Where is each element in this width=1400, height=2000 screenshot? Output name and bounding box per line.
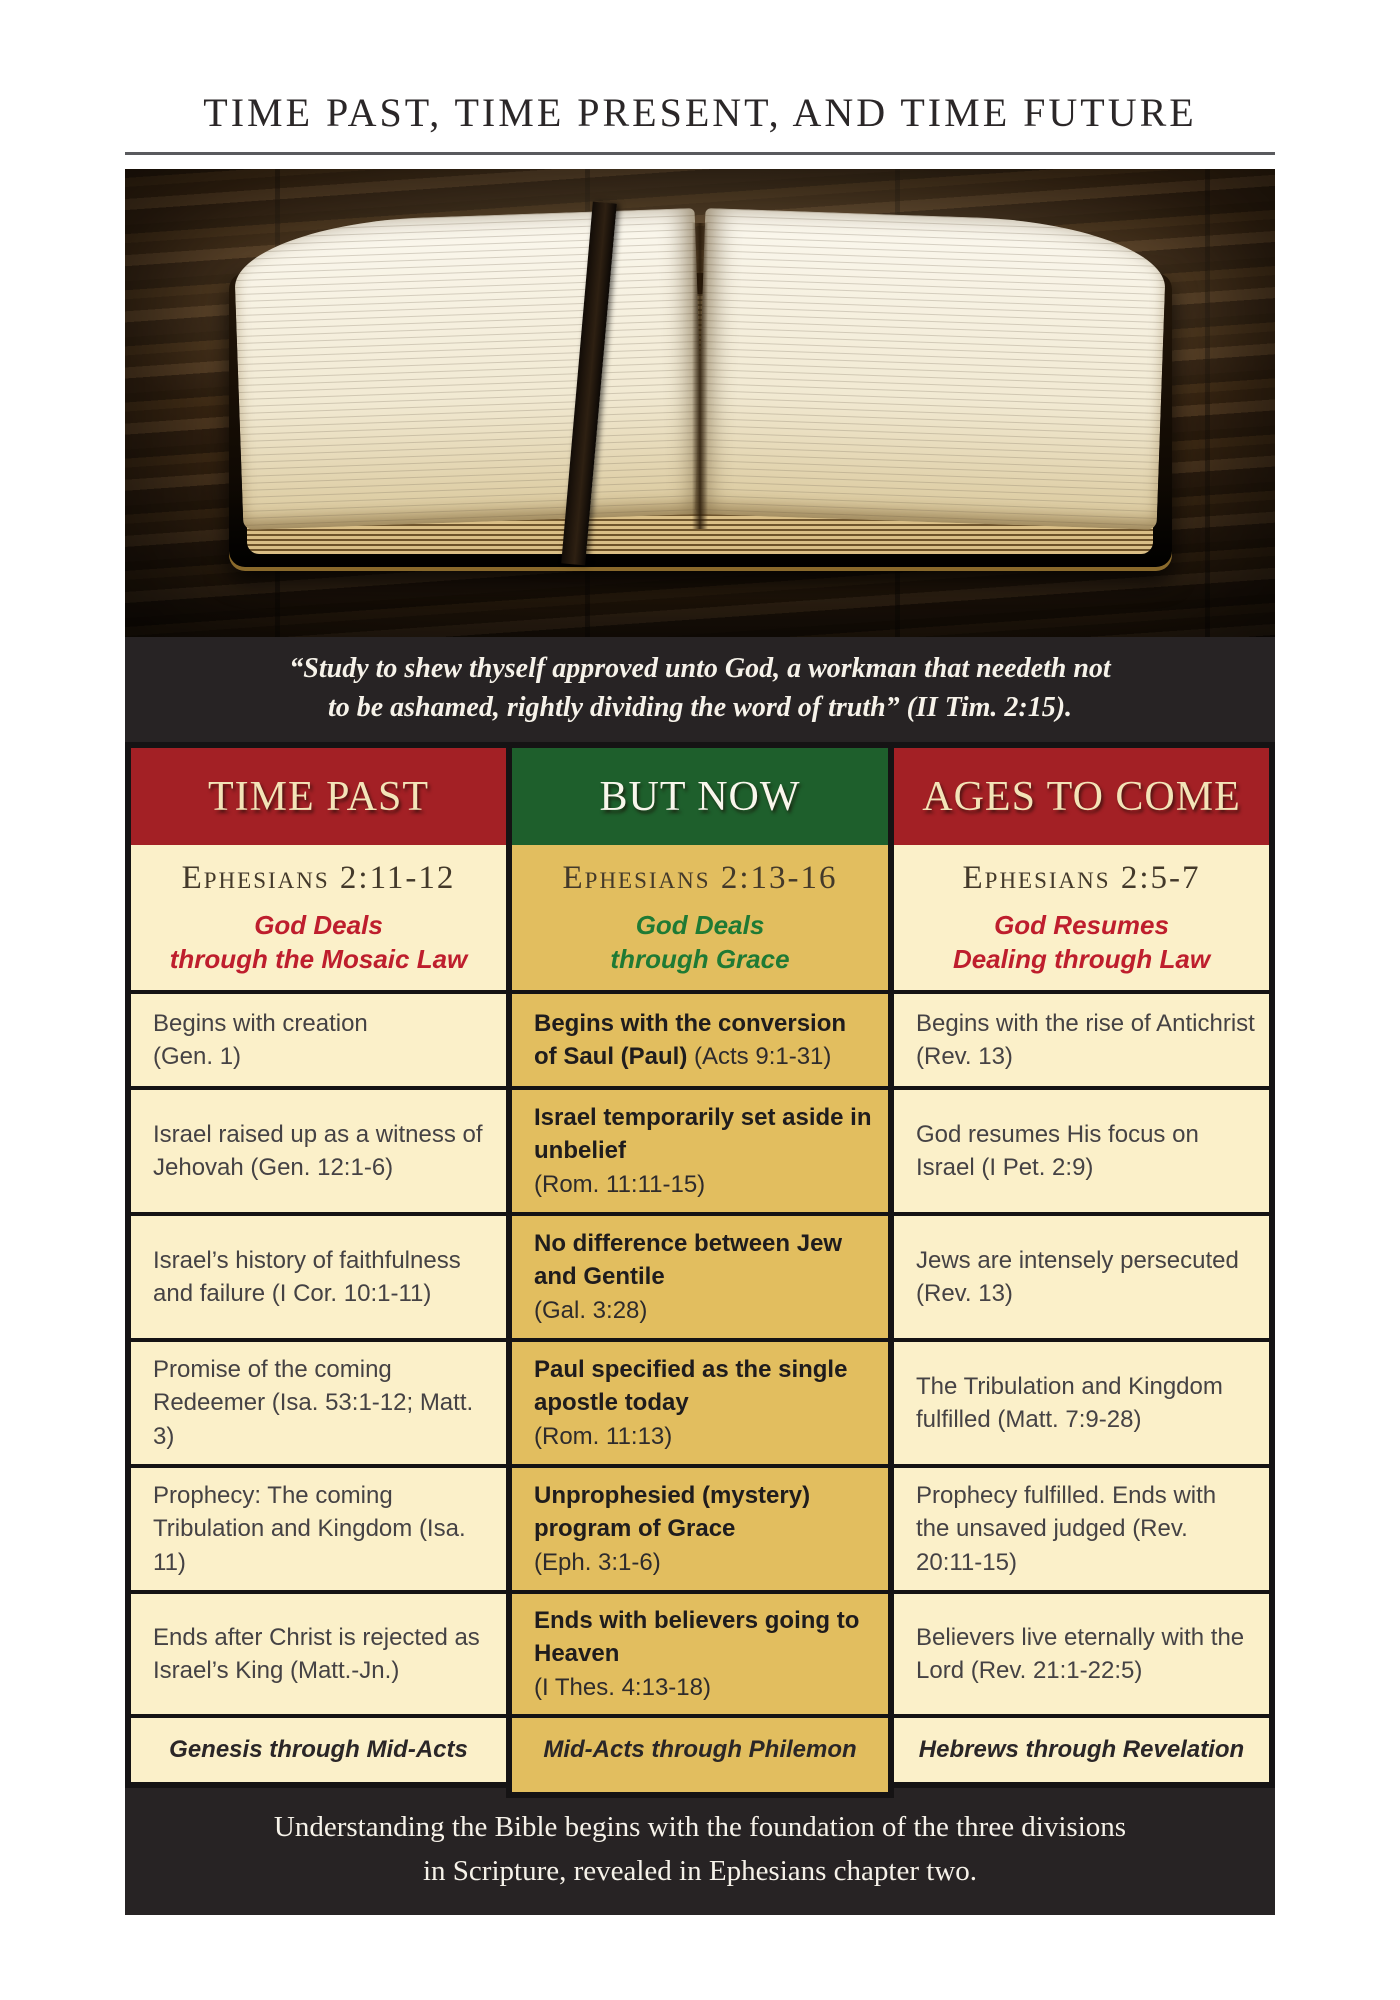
cell-reference: (I Pet. 2:9) (981, 1154, 1094, 1182)
cell-separator (964, 1657, 971, 1684)
column-span-label: Hebrews through Revelation (894, 1714, 1269, 1782)
theme-line-1: God Deals (254, 910, 383, 941)
quote-line-1: “Study to shew thyself approved unto God, a workman that needeth not (289, 653, 1111, 684)
table-cell (512, 1086, 888, 1212)
table-cell (512, 1338, 888, 1464)
cell-reference: (I Thes. 4:13-18) (534, 1674, 711, 1702)
summary-line-1: Understanding the Bible begins with the foundation of the three divisions (273, 1811, 1127, 1844)
cell-text: The Tribulation and Kingdom fulfilled (916, 1372, 1223, 1434)
cell-reference: (Isa. 11) (153, 1515, 466, 1577)
bible-right-page (695, 208, 1167, 530)
cell-text: Jews are intensely persecuted (916, 1246, 1239, 1274)
three-dispensations-table (125, 742, 1275, 1788)
column-theme (170, 909, 468, 977)
table-cell (894, 1086, 1269, 1212)
cell-reference: (Gen. 12:1-6) (250, 1154, 394, 1182)
column-subheader-but-now (512, 845, 888, 990)
cell-separator (283, 1657, 290, 1684)
scripture-reference: Ephesians 2:11-12 (181, 860, 456, 897)
cell-reference: (Rev. 21:1-22:5) (970, 1657, 1143, 1685)
cell-text: No difference between Jew and Gentile (534, 1229, 843, 1291)
table-cell (894, 990, 1269, 1086)
scripture-quote-band (125, 637, 1275, 742)
cell-text: Prophecy fulfilled. Ends with the unsaved judged (916, 1481, 1217, 1543)
table-cell (131, 990, 506, 1086)
table-cell (894, 1212, 1269, 1338)
tract-page (125, 0, 1275, 1915)
cell-text: Begins with the conversion of Saul (Paul) (534, 1009, 847, 1071)
column-ages-to-come (894, 748, 1269, 1782)
table-cell (512, 1464, 888, 1590)
column-span-label: Genesis through Mid-Acts (131, 1714, 506, 1782)
cell-text: Ends after Christ is rejected as Israel’s King (153, 1623, 480, 1685)
column-theme (953, 909, 1210, 977)
theme-line-1: God Deals (635, 910, 765, 941)
scripture-reference: Ephesians 2:13-16 (562, 860, 838, 897)
table-cell (512, 1590, 888, 1714)
column-span-label: Mid-Acts through Philemon (512, 1714, 888, 1782)
cell-reference: (Rom. 11:11-15) (534, 1171, 706, 1199)
open-bible (229, 216, 1172, 572)
cell-text: Israel temporarily set aside in unbelief (534, 1103, 872, 1165)
cell-reference: (Matt.-Jn.) (289, 1657, 400, 1685)
cell-text: Israel raised up as a witness of Jehovah (153, 1120, 483, 1182)
cell-text: God resumes His focus on Israel (916, 1120, 1199, 1182)
summary-line-2: in Scripture, revealed in Ephesians chapter two. (422, 1854, 978, 1887)
theme-line-2: Dealing through Law (952, 944, 1211, 975)
cell-separator (265, 1389, 272, 1416)
table-cell (131, 1086, 506, 1212)
cell-reference: (Acts 9:1-31) (694, 1043, 832, 1071)
bible-spine-gutter (692, 223, 707, 529)
column-header-but-now: BUT NOW (512, 748, 888, 845)
summary-band (125, 1788, 1275, 1915)
cell-reference: (Rev. 20:11-15) (916, 1515, 1188, 1577)
cell-separator (687, 1043, 694, 1070)
cell-reference: (Gal. 3:28) (534, 1297, 648, 1325)
cell-reference: (Eph. 3:1-6) (534, 1549, 661, 1577)
table-cell (894, 1590, 1269, 1714)
cell-text: Begins with the rise of Antichrist (916, 1009, 1255, 1037)
cell-reference: (Gen. 1) (153, 1043, 242, 1071)
theme-line-2: through the Mosaic Law (169, 944, 468, 975)
table-cell (131, 1464, 506, 1590)
column-but-now (512, 748, 888, 1782)
theme-line-1: God Resumes (994, 910, 1169, 941)
cell-reference: (I Cor. 10:1-11) (271, 1280, 432, 1308)
table-cell (131, 1338, 506, 1464)
table-cell (131, 1590, 506, 1714)
table-cell (131, 1212, 506, 1338)
cell-reference: (Rom. 11:13) (534, 1423, 673, 1451)
column-time-past (131, 748, 506, 1782)
cell-text: Paul specified as the single apostle today (534, 1355, 848, 1417)
column-subheader-ages-to-come (894, 845, 1269, 990)
cell-reference: (Matt. 7:9-28) (997, 1406, 1142, 1434)
cell-reference: (Isa. 53:1-12; Matt. 3) (153, 1389, 474, 1451)
cell-text: Israel’s history of faithfulness and failure (153, 1246, 461, 1308)
cell-text: Prophecy: The coming Tribulation and Kingdom (153, 1481, 413, 1543)
cell-text: Believers live eternally with the Lord (916, 1623, 1245, 1685)
table-cell (512, 990, 888, 1086)
cell-text: Ends with believers going to Heaven (534, 1606, 860, 1668)
table-cell (894, 1338, 1269, 1464)
cell-text: Promise of the coming Redeemer (153, 1355, 392, 1417)
column-theme (610, 909, 789, 977)
cell-text: Unprophesied (mystery) program of Grace (534, 1481, 811, 1543)
title-divider (125, 152, 1275, 155)
column-header-time-past: TIME PAST (131, 748, 506, 845)
table-cell (512, 1212, 888, 1338)
cell-separator (412, 1515, 419, 1542)
page-title: TIME PAST, TIME PRESENT, AND TIME FUTURE (203, 90, 1197, 135)
cell-separator (265, 1280, 272, 1307)
cell-text: Begins with creation (153, 1009, 368, 1037)
quote-line-2: to be ashamed, rightly dividing the word of truth” (II Tim. 2:15). (327, 691, 1073, 723)
column-header-ages-to-come: AGES TO COME (894, 748, 1269, 845)
table-cell (894, 1464, 1269, 1590)
bible-photo-illustration (125, 169, 1275, 637)
theme-line-2: through Grace (610, 944, 790, 975)
scripture-reference: Ephesians 2:5-7 (962, 860, 1201, 897)
cell-reference: (Rev. 13) (916, 1280, 1013, 1308)
bible-left-page (233, 208, 705, 530)
cell-reference: (Rev. 13) (916, 1043, 1013, 1071)
column-subheader-time-past (131, 845, 506, 990)
